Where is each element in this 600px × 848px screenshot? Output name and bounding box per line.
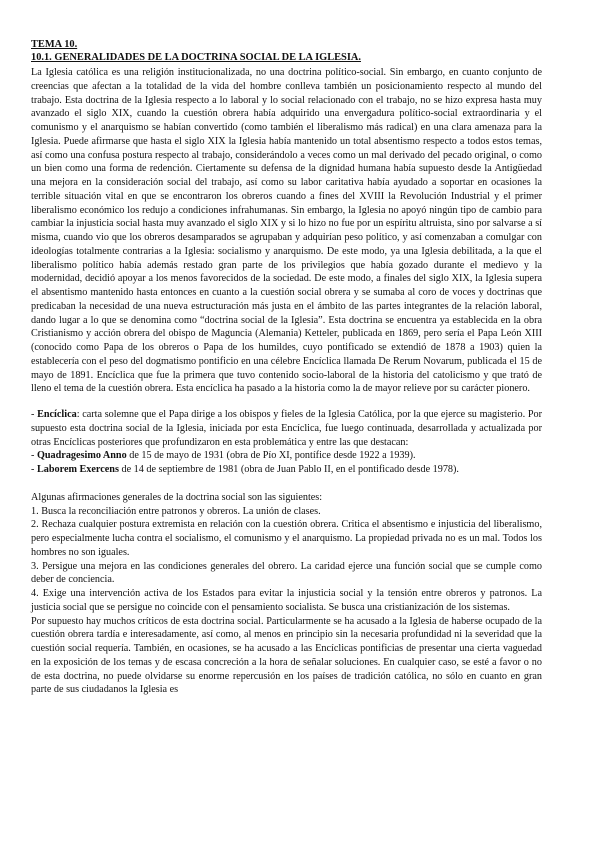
page-title: TEMA 10.	[31, 39, 78, 50]
quadragesimo-term: Quadragesimo Anno	[36, 450, 127, 462]
affirmation-item-4: 4. Exige una intervención activa de los Estados para evitar la injusticia social y la tensión entre obreros y patronos. La justicia social que se persigue no coincide con el pensamiento socialista. Se busca una cristianización de los sistemas.	[31, 588, 542, 613]
laborem-text: de 14 de septiembre de 1981 (obra de Juan Pablo II, en el pontificado desde 1978).	[118, 464, 459, 475]
section-heading: 10.1. GENERALIDADES DE LA DOCTRINA SOCIAL DE LA IGLESIA.	[31, 52, 361, 63]
affirmation-item-1: 1. Busca la reconciliación entre patronos y obreros. La unión de clases.	[31, 505, 321, 517]
spacer	[31, 477, 542, 491]
affirmation-item-2: 2. Rechaza cualquier postura extremista en relación con la cuestión obrera. Critica el absentismo e injusticia del liberalismo, pero especialmente lucha contra el socialismo, el comunismo y el anarquismo. La propiedad privada no es un mal. Todos los hombres no son iguales.	[31, 519, 542, 558]
closing-paragraph: Por supuesto hay muchos críticos de esta doctrina social. Particularmente se ha acusado a la Iglesia de haberse ocupado de la cuestión obrera tardía e interesadamente, así como, al menos en principio sin la necesaria profundidad ni la severidad que la cuestión social requería. También, en ocasiones, se ha acusado a las Encíclicas pontificias de presentar una cierta vaguedad en la exposición de los temas y de escasa concreción a la hora de señalar soluciones. En cualquier caso, se esté a favor o no de esta doctrina, no puede olvidarse su enorme repercusión en los países de tradición católica, no sólo en cuanto en gran parte de sus ciudadanos la Iglesia es	[31, 615, 542, 696]
affirmations-intro: Algunas afirmaciones generales de la doctrina social son las siguientes:	[31, 491, 323, 503]
quadragesimo-item: - Quadragesimo Anno de 15 de mayo de 1931 (obra de Pío XI, pontífice desde 1922 a 1939).	[31, 450, 416, 462]
laborem-item: - Laborem Exercens de 14 de septiembre de 1981 (obra de Juan Pablo II, en el pontificado desde 1978).	[31, 464, 459, 475]
intro-paragraph: La Iglesia católica es una religión institucionalizada, no una doctrina político-social. Sin embargo, en cuanto conjunto de creencias que afectan a la totalidad de la vida del hombre conlleva también un posicionamiento respecto al mundo del trabajo. Esta doctrina de la Iglesia respecto a lo laboral y lo social relacionado con el trabajo, no se hizo expresa hasta muy avanzado el siglo XIX, cuando la cuestión obrera había adquirido una envergadura político-social extraordinaria y el comunismo y el anarquismo se habían convertido (como también el liberalismo más radical) en una clara amenaza para la Iglesia. Puede afirmarse que hasta el siglo XIX la Iglesia había mantenido un total absentismo respecto a todos estos temas, así como una confusa postura respecto al trabajo, considerándolo a veces como un mal derivado del pecado original, o como un bien como una forma de redención. Ciertamente su defensa de la dignidad humana había supuesto desde la Antigüedad una mejora en la consideración social del trabajo, así como su labor caritativa había ayudado a soportar en ocasiones la terrible situación vital en que se encontraron los obreros cuando a fines del XVIII la Revolución Industrial y el primer liberalismo económico los redujo a condiciones infrahumanas. Sin embargo, la Iglesia no apoyó ningún tipo de cambio para cambiar la injusticia social hasta muy avanzado el siglo XIX y si lo hizo no fue por un espíritu altruista, sino por salvarse a sí misma, cuando vio que los obreros desamparados se agrupaban y adquirían peso político, y así comenzaban a comulgar con ideologías totalmente contrarias a la Iglesia: socialismo y anarquismo. De este modo, ya una Iglesia debilitada, a la que el liberalismo político había además restado gran parte de los privilegios que había gozado durante el medievo y la modernidad, decidió apoyar a los menos favorecidos de la sociedad. De este modo, a finales del siglo XIX, la Iglesia supera el absentismo mantenido hasta entonces en cuanto a la cuestión social obrera y se sumaba al coro de voces y doctrinas que predicaban la necesidad de una nueva estructuración más justa en el ámbito de las partes integrantes de la relación laboral, dando lugar a lo que se denomina como “doctrina social de la Iglesia”. Esta doctrina se encuentra ya establecida en la obra Cristianismo y acción obrera del obispo de Maguncia (Alemania) Ketteler, publicada en 1869, pero sería el Papa León XIII (conocido como Papa de los obreros o Papa de los humildes, cuyo pontificado se extendió de 1878 a 1903) quien la establecería con el peso del dogmatismo pontificio en una célebre Encíclica llamada De Rerum Novarum, publicada el 15 de mayo de 1891. Encíclica que fue la primera que tuvo contenido socio-laboral de la historia del catolicismo y que trató de lleno el tema de la cuestión obrera. Esta encíclica ha pasado a la historia como la de mayor relieve por su carácter pionero.	[31, 67, 542, 395]
enciclica-term: Encíclica	[37, 409, 77, 420]
enciclica-definition: - Encíclica: carta solemne que el Papa dirige a los obispos y fieles de la Iglesia Católica, por la que ejerce su magisterio. Por supuesto esta doctrina social de la Iglesia, iniciada por esta Encíclica, fue luego continuada, desarrollada y actualizada por otras Encíclicas posteriores que profundizaron en esta problemática y entre las que destacan:	[31, 409, 542, 448]
quadragesimo-text: de 15 de mayo de 1931 (obra de Pío XI, pontífice desde 1922 a 1939).	[126, 450, 416, 462]
laborem-term: Laborem Exercens	[36, 464, 119, 475]
affirmation-item-3: 3. Persigue una mejora en las condiciones generales del obrero. La caridad ejerce una función social que se cumple como deber de conciencia.	[31, 560, 542, 586]
enciclica-text: : carta solemne que el Papa dirige a los obispos y fieles de la Iglesia Católica, por la que ejerce su magisterio. Por supuesto esta doctrina social de la Iglesia, iniciada por esta Encíclica, fue luego continuada, desarrollada y actualizada por otras Encíclicas posteriores que profundizaron en esta problemática y entre las que destacan:	[31, 409, 542, 448]
spacer	[31, 396, 542, 408]
